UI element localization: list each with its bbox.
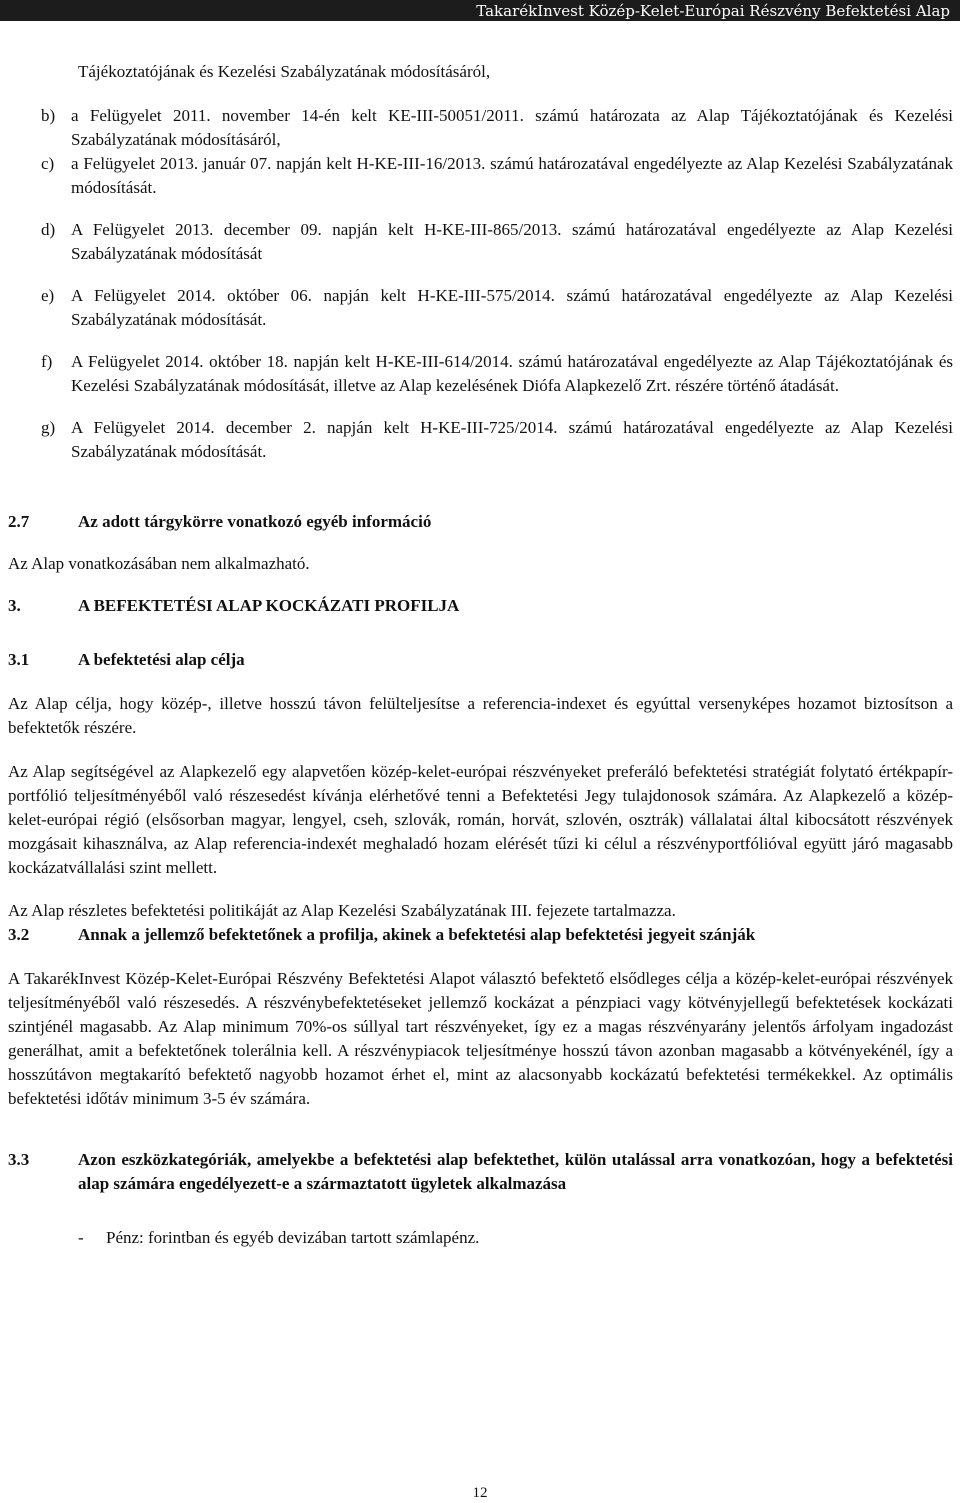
section-3-1-heading <box>8 648 953 672</box>
section-number: 3. <box>8 596 21 615</box>
list-text: A Felügyelet 2013. december 09. napján kelt H-KE-III-865/2013. számú határozatával engedélyezte az Alap Kezelési Szabályzatának módosítását <box>71 220 953 263</box>
intro-continuation: Tájékoztatójának és Kezelési Szabályzatának módosításáról, <box>78 62 491 81</box>
bullet-item <box>8 1226 953 1250</box>
section-3-3-heading <box>8 1148 953 1196</box>
list-item-g <box>8 416 953 464</box>
list-label: g) <box>41 418 56 437</box>
section-number: 3.1 <box>8 650 30 669</box>
section-title: Annak a jellemző befektetőnek a profilja, akinek a befektetési alap befektetési jegyeit szánják <box>78 925 756 944</box>
list-item-d <box>8 218 953 266</box>
section-title: A befektetési alap célja <box>78 650 245 669</box>
bullet-text: Pénz: forintban és egyéb devizában tartott számlapénz. <box>106 1228 480 1247</box>
list-text: a Felügyelet 2011. november 14-én kelt KE-III-50051/2011. számú határozata az Alap Tájékoztatójának és Kezelési Szabályzatának módosításáról, <box>71 106 953 149</box>
section-3-2-heading <box>8 923 953 947</box>
list-label: b) <box>41 106 56 125</box>
document-header <box>0 0 960 21</box>
list-label: c) <box>41 154 55 173</box>
list-label: d) <box>41 220 56 239</box>
section-title: A BEFEKTETÉSI ALAP KOCKÁZATI PROFILJA <box>78 596 460 615</box>
list-label: f) <box>41 352 53 371</box>
section-3-1-paragraph-2: Az Alap segítségével az Alapkezelő egy alapvetően közép-kelet-európai részvényeket preferáló befektetési stratégiát folytató értékpapír-portfólió teljesítményéből való részesedést kívánja elérhetővé tenni a Befektetési Jegy tulajdonosok számára. Az Alapkezelő a közép-kelet-európai régió (elsősorban magyar, lengyel, cseh, szlovák, román, horvát, szlovén, osztrák) vállalatai által kibocsátott részvények mozgásait kihasználva, az Alap referencia-indexét meghaladó hozam elérését tűzi ki célul a részvényportfólióval együtt járó magasabb kockázatvállalási szint mellett. <box>8 762 953 877</box>
section-3-1-paragraph-3: Az Alap részletes befektetési politikáját az Alap Kezelési Szabályzatának III. fejezete tartalmazza. <box>8 901 676 920</box>
list-item-b <box>8 104 953 152</box>
list-text: A Felügyelet 2014. október 06. napján kelt H-KE-III-575/2014. számú határozatával engedélyezte az Alap Kezelési Szabályzatának módosítását. <box>71 286 953 329</box>
list-text: a Felügyelet 2013. január 07. napján kelt H-KE-III-16/2013. számú határozatával engedélyezte az Alap Kezelési Szabályzatának módosítását. <box>71 154 953 197</box>
section-3-2-paragraph: A TakarékInvest Közép-Kelet-Európai Részvény Befektetési Alapot választó befektető elsődleges célja a közép-kelet-európai részvények teljesítményéből való részesedés. A részvénybefektetéseket jellemző kockázat a pénzpiaci vagy kötvényjellegű befektetések kockázati szintjénél magasabb. Az Alap minimum 70%-os súllyal tart részvényeket, így ez a magas részvényarány jelentős árfolyam ingadozást generálhat, amit a befektetőnek tolerálnia kell. A részvénypiacok teljesítménye hosszú távon azonban magasabb a kötvényekénél, így a hosszútávon megtakarító befektető nagyobb hozamot érhet el, mint az alacsonyabb kockázatú befektetési termékekkel. Az optimális befektetési időtáv minimum 3-5 év számára. <box>8 969 953 1108</box>
page-number: 12 <box>472 1485 488 1501</box>
bullet-dash: - <box>78 1228 84 1247</box>
list-item-e <box>8 284 953 332</box>
section-3-1-paragraph-1: Az Alap célja, hogy közép-, illetve hosszú távon felülteljesítse a referencia-indexet és egyúttal versenyképes hozamot biztosítson a befektetők részére. <box>8 694 953 737</box>
list-item-f <box>8 350 953 398</box>
section-number: 2.7 <box>8 512 30 531</box>
section-number: 3.2 <box>8 925 30 944</box>
list-label: e) <box>41 286 55 305</box>
list-item-c <box>8 152 953 200</box>
page-body <box>8 60 953 1250</box>
section-number: 3.3 <box>8 1150 30 1169</box>
section-3-heading <box>8 594 953 618</box>
list-text: A Felügyelet 2014. október 18. napján kelt H-KE-III-614/2014. számú határozatával engedélyezte az Alap Tájékoztatójának és Kezelési Szabályzatának módosítását, illetve az Alap kezelésének Diófa Alapkezelő Zrt. részére történő átadását. <box>71 352 953 395</box>
section-2-7-text: Az Alap vonatkozásában nem alkalmazható. <box>8 554 310 573</box>
header-title: TakarékInvest Közép-Kelet-Európai Részvény Befektetési Alap <box>476 1 950 20</box>
list-text: A Felügyelet 2014. december 2. napján kelt H-KE-III-725/2014. számú határozatával engedélyezte az Alap Kezelési Szabályzatának módosítását. <box>71 418 953 461</box>
section-title: Azon eszközkategóriák, amelyekbe a befektetési alap befektethet, külön utalással arra vonatkozóan, hogy a befektetési alap számára engedélyezett-e a származtatott ügyletek alkalmazása <box>78 1150 953 1193</box>
section-2-7-heading <box>8 510 953 534</box>
section-title: Az adott tárgykörre vonatkozó egyéb információ <box>78 512 432 531</box>
